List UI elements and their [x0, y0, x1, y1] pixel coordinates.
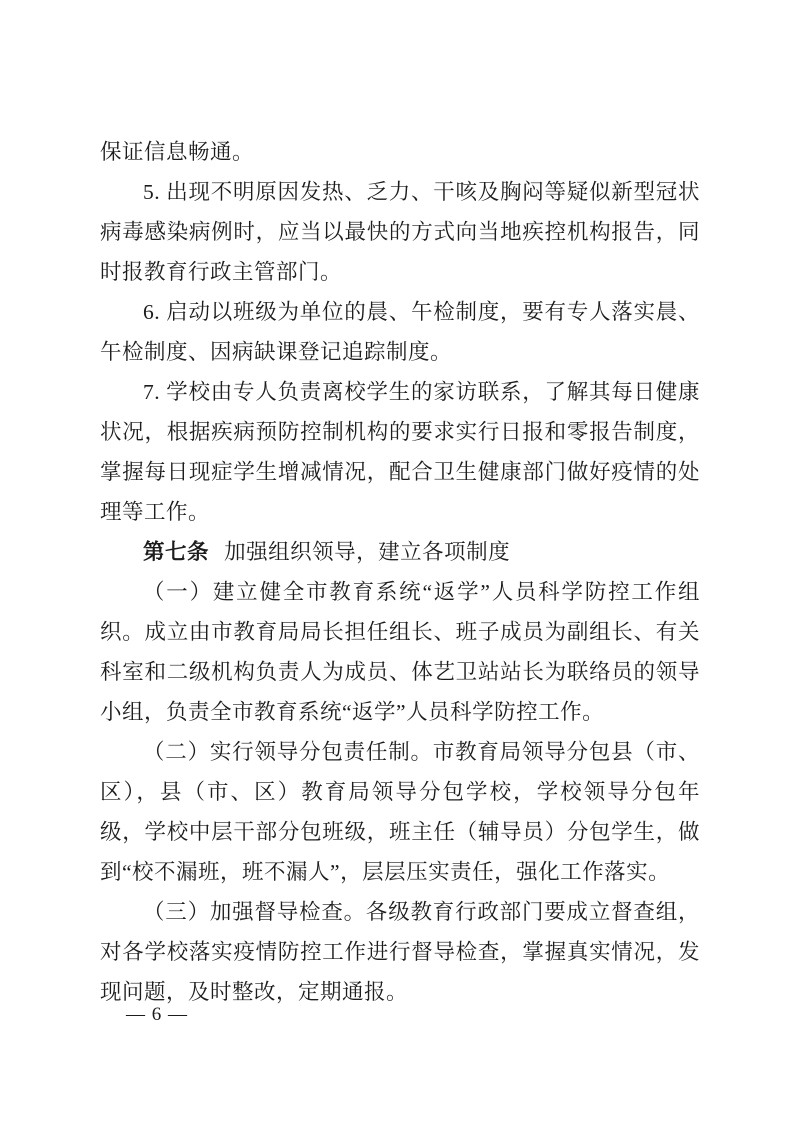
page-number-footer: — 6 —: [126, 1004, 188, 1025]
section-paragraph-3: （三）加强督导检查。各级教育行政部门要成立督查组，对各学校落实疫情防控工作进行督导检查，掌握真实情况，发现问题，及时整改，定期通报。: [100, 900, 700, 1004]
article-title: 加强组织领导，建立各项制度: [224, 540, 511, 564]
section-paragraph-2: （二）实行领导分包责任制。市教育局领导分包县（市、区），县（市、区）教育局领导分包学校，学校领导分包年级，学校中层干部分包班级，班主任（辅导员）分包学生，做到“校不漏班，班不漏人”，层层压实责任，强化工作落实。: [100, 740, 700, 884]
article-number: 第七条: [143, 540, 210, 564]
numbered-paragraph-7: 7. 学校由专人负责离校学生的家访联系，了解其每日健康状况，根据疾病预防控制机构的要求实行日报和零报告制度，掌握每日现症学生增减情况，配合卫生健康部门做好疫情的处理等工作。: [100, 380, 700, 524]
article-heading: [100, 532, 700, 572]
section-paragraph-1: （一）建立健全市教育系统“返学”人员科学防控工作组织。成立由市教育局局长担任组长、班子成员为副组长、有关科室和二级机构负责人为成员、体艺卫站站长为联络员的领导小组，负责全市教育系统“返学”人员科学防控工作。: [100, 580, 700, 724]
body-text: [100, 132, 700, 1012]
continued-paragraph: 保证信息畅通。: [100, 140, 255, 164]
numbered-paragraph-6: 6. 启动以班级为单位的晨、午检制度，要有专人落实晨、午检制度、因病缺课登记追踪制度。: [100, 300, 700, 364]
numbered-paragraph-5: 5. 出现不明原因发热、乏力、干咳及胸闷等疑似新型冠状病毒感染病例时，应当以最快的方式向当地疾控机构报告，同时报教育行政主管部门。: [100, 180, 700, 284]
